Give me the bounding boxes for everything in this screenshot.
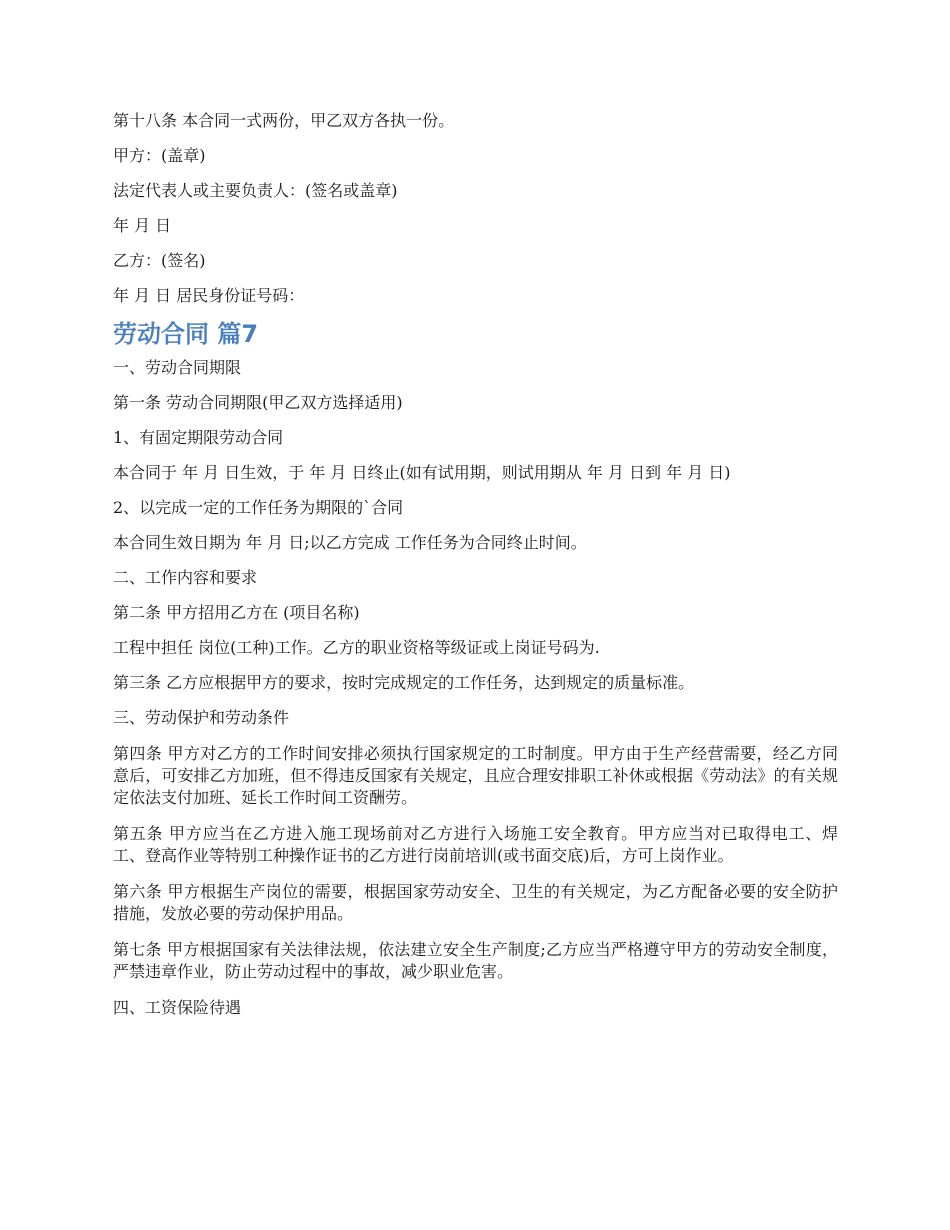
fixed-term-contract: 1、有固定期限劳动合同: [113, 428, 284, 447]
party-b-signature: 乙方：(签名): [113, 251, 206, 270]
party-a-seal: 甲方：(盖章): [113, 146, 206, 165]
effective-period: 本合同于 年 月 日生效，于 年 月 日终止(如有试用期，则试用期从 年 月 日到 年 月 日): [113, 463, 731, 482]
section-heading: 劳动合同 篇7: [113, 320, 259, 348]
clause-1: 第一条 劳动合同期限(甲乙双方选择适用): [113, 393, 403, 412]
document-page: [113, 110, 838, 1019]
clause-7: 第七条 甲方根据国家有关法律法规，依法建立安全生产制度;乙方应当严格遵守甲方的劳动安全制度，严禁违章作业，防止劳动过程中的事故，减少职业危害。: [113, 940, 838, 981]
clause-4: 第四条 甲方对乙方的工作时间安排必须执行国家规定的工时制度。甲方由于生产经营需要，经乙方同意后，可安排乙方加班，但不得违反国家有关规定，且应合理安排职工补休或根据《劳动法》的有关规定依法支付加班、延长工作时间工资酬劳。: [113, 744, 838, 807]
clause-5: 第五条 甲方应当在乙方进入施工现场前对乙方进行入场施工安全教育。甲方应当对已取得电工、焊工、登高作业等特别工种操作证书的乙方进行岗前培训(或书面交底)后，方可上岗作业。: [113, 824, 838, 865]
section-1-title: 一、劳动合同期限: [113, 358, 242, 377]
task-effective-date: 本合同生效日期为 年 月 日;以乙方完成 工作任务为合同终止时间。: [113, 533, 587, 552]
section-3-title: 三、劳动保护和劳动条件: [113, 708, 290, 727]
clause-18: 第十八条 本合同一式两份，甲乙双方各执一份。: [113, 111, 455, 130]
section-4-title: 四、工资保险待遇: [113, 998, 242, 1017]
legal-representative: 法定代表人或主要负责人：(签名或盖章): [113, 181, 398, 200]
job-position: 工程中担任 岗位(工种)工作。乙方的职业资格等级证或上岗证号码为.: [113, 638, 600, 657]
task-based-contract: 2、以完成一定的工作任务为期限的`合同: [113, 498, 404, 517]
date-line-a: 年 月 日: [113, 216, 172, 235]
clause-6: 第六条 甲方根据生产岗位的需要，根据国家劳动安全、卫生的有关规定，为乙方配备必要的安全防护措施，发放必要的劳动保护用品。: [113, 882, 838, 923]
date-id-number: 年 月 日 居民身份证号码：: [113, 286, 305, 305]
clause-3: 第三条 乙方应根据甲方的要求，按时完成规定的工作任务，达到规定的质量标准。: [113, 673, 695, 692]
section-2-title: 二、工作内容和要求: [113, 568, 258, 587]
clause-2: 第二条 甲方招用乙方在 (项目名称): [113, 603, 360, 622]
